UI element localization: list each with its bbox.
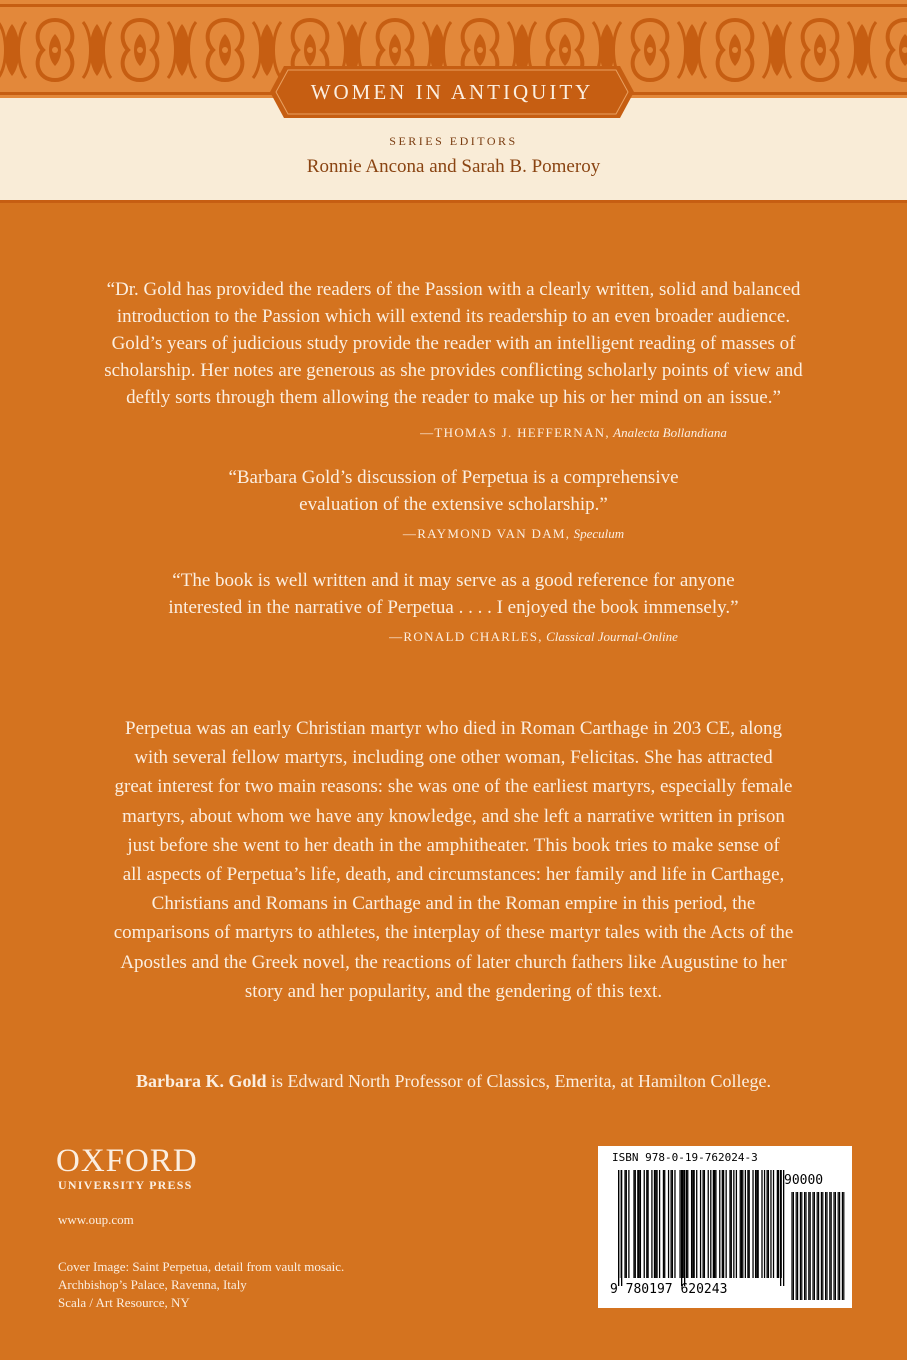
- review-quote-1: “Dr. Gold has provided the readers of the Passion with a clearly written, solid and balanced introduction to the Passion which will extend its readership to an even broader audience. Gold’s years of judicious study provide the reader with an intelligent reading of masses of scholarship. Her notes are generous as she provides conflicting scholarly points of view and deftly sorts through them allowing the reader to make up his or her mind on an issue.”: [104, 279, 803, 408]
- series-editors-names: Ronnie Ancona and Sarah B. Pomeroy: [306, 156, 601, 177]
- author-name: Barbara K. Gold: [136, 1071, 267, 1091]
- divider: [0, 200, 907, 203]
- series-editors-label: SERIES EDITORS: [389, 134, 518, 148]
- barcode-addon-number: 90000: [784, 1173, 824, 1188]
- review-quote-2: “Barbara Gold’s discussion of Perpetua is a comprehensive evaluation of the extensive scholarship.”: [228, 467, 679, 515]
- publisher-subtitle: UNIVERSITY PRESS: [58, 1178, 193, 1192]
- review-attribution-2: —RAYMOND VAN DAM, Speculum: [402, 526, 625, 541]
- barcode-number: 9 780197 620243: [610, 1282, 728, 1297]
- review-quote-3: “The book is well written and it may serve as a good reference for anyone interested in the narrative of Perpetua . . . . I enjoyed the book immensely.”: [168, 570, 739, 618]
- review-attribution-1: —THOMAS J. HEFFERNAN, Analecta Bollandiana: [420, 425, 727, 440]
- publisher-logo: OXFORD: [56, 1143, 198, 1179]
- author-bio: Barbara K. Gold is Edward North Professor of Classics, Emerita, at Hamilton College.: [136, 1071, 771, 1091]
- cover-credit-line-1: Cover Image: Saint Perpetua, detail from vault mosaic.: [58, 1259, 345, 1274]
- book-description: Perpetua was an early Christian martyr who died in Roman Carthage in 203 CE, along with several fellow martyrs, including one other woman, Felicitas. She has attracted great interest for two main reasons: she was one of the earliest martyrs, especially female martyrs, about whom we have any knowledge, and she left a narrative written in prison just before she went to her death in the amphitheater. This book tries to make sense of all aspects of Perpetua’s life, death, and circumstances: her family and life in Carthage, Christians and Romans in Carthage and in the Roman empire in this period, the comparisons of martyrs to athletes, the interplay of these martyr tales with the Acts of the Apostles and the Greek novel, the reactions of later church fathers like Augustine to her story and her popularity, and the gendering of this text.: [113, 718, 794, 1002]
- isbn-text: ISBN 978-0-19-762024-3: [612, 1151, 758, 1164]
- review-attribution-3: —RONALD CHARLES, Classical Journal-Online: [389, 629, 678, 644]
- cover-credit-line-3: Scala / Art Resource, NY: [58, 1295, 190, 1310]
- cover-credit-line-2: Archbishop’s Palace, Ravenna, Italy: [58, 1277, 247, 1292]
- publisher-website: www.oup.com: [58, 1212, 134, 1227]
- isbn-barcode: [598, 1146, 852, 1308]
- series-title: WOMEN IN ANTIQUITY: [310, 80, 594, 104]
